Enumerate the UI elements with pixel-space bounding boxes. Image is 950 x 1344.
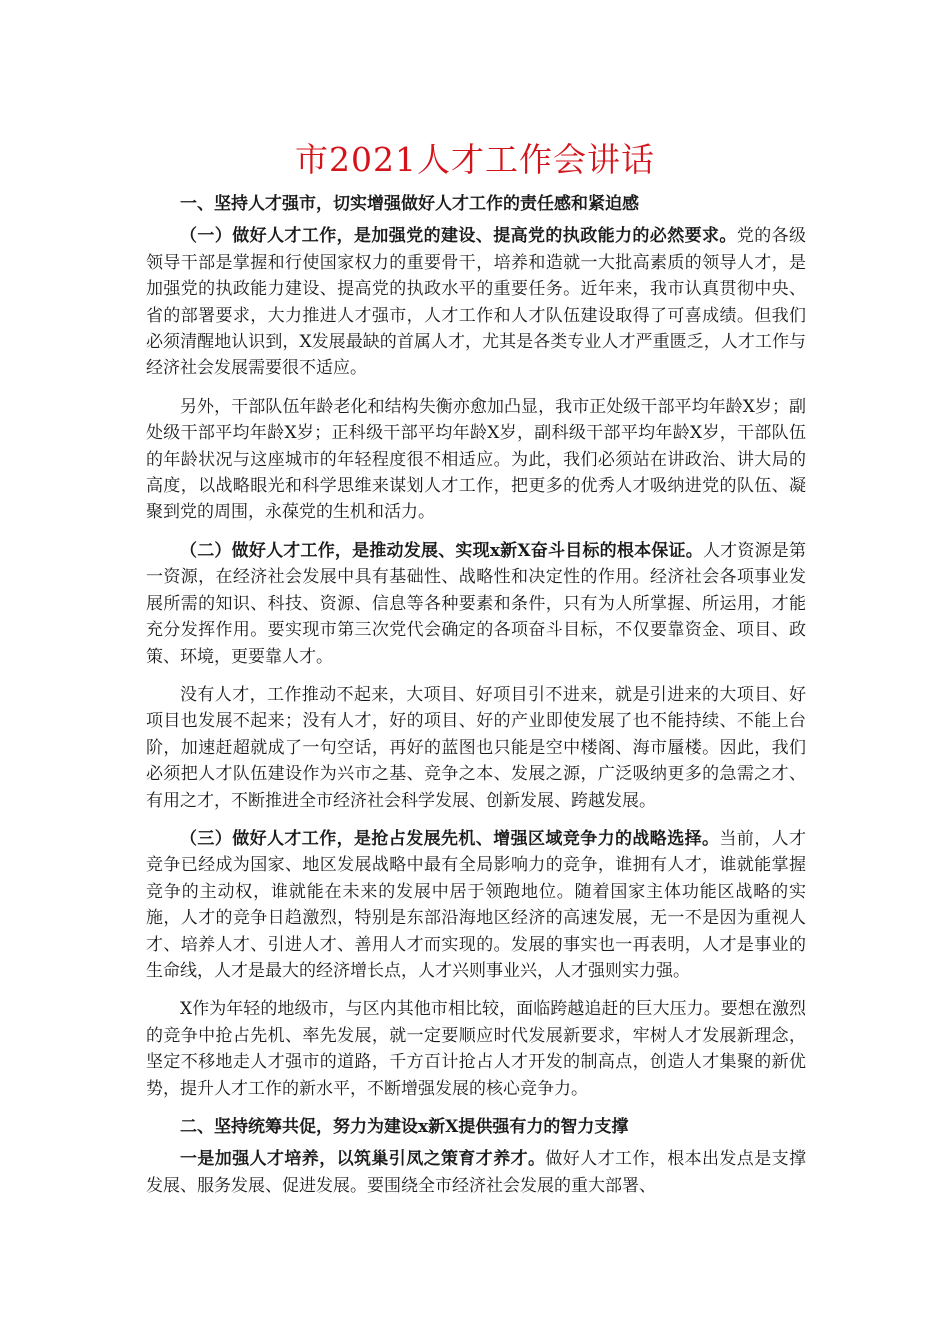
paragraph-2: 另外，干部队伍年龄老化和结构失衡亦愈加凸显，我市正处级干部平均年龄X岁；副处级干部平均年龄X岁；正科级干部平均年龄X岁，副科级干部平均年龄X岁，干部队伍的年龄状况与这座城市的年轻程度很不相适应。为此，我们必须站在讲政治、讲大局的高度，以战略眼光和科学思维来谋划人才工作，把更多的优秀人才吸纳进党的队伍、凝聚到党的周围，永葆党的生机和活力。 bbox=[146, 396, 806, 523]
paragraph-5 bbox=[146, 826, 806, 984]
paragraph-5-lead: （三）做好人才工作，是抢占发展先机、增强区域竞争力的战略选择。 bbox=[180, 828, 720, 849]
paragraph-7-text: 做好人才工作，根本出发点是支撑发展、服务发展、促进发展。要围绕全市经济社会发展的重大部署、 bbox=[146, 1149, 807, 1196]
paragraph-1-lead: （一）做好人才工作，是加强党的建设、提高党的执政能力的必然要求。 bbox=[180, 226, 737, 247]
paragraph-6: X作为年轻的地级市，与区内其他市相比较，面临跨越追赶的巨大压力。要想在激烈的竞争中抢占先机、率先发展，就一定要顺应时代发展新要求，牢树人才发展新理念，坚定不移地走人才强市的道路，千方百计抢占人才开发的制高点，创造人才集聚的新优势，提升人才工作的新水平，不断增强发展的核心竞争力。 bbox=[146, 999, 806, 1099]
paragraph-1 bbox=[146, 223, 806, 381]
paragraph-5-text: 当前，人才竞争已经成为国家、地区发展战略中最有全局影响力的竞争，谁拥有人才，谁就能掌握竞争的主动权，谁就能在未来的发展中居于领跑地位。随着国家主体功能区战略的实施，人才的竞争日趋激烈，特别是东部沿海地区经济的高速发展，无一不是因为重视人才、培养人才、引进人才、善用人才而实现的。发展的事实也一再表明，人才是事业的生命线，人才是最大的经济增长点，人才兴则事业兴，人才强则实力强。 bbox=[146, 828, 807, 981]
paragraph-1-text: 党的各级领导干部是掌握和行使国家权力的重要骨干，培养和造就一大批高素质的领导人才，是加强党的执政能力建设、提高党的执政水平的重要任务。近年来，我市认真贯彻中央、省的部署要求，大力推进人才强市，人才工作和人才队伍建设取得了可喜成绩。但我们必须清醒地认识到，X发展最缺的首属人才，尤其是各类专业人才严重匮乏，人才工作与经济社会发展需要很不适应。 bbox=[146, 226, 807, 379]
section-heading-1: 一、坚持人才强市，切实增强做好人才工作的责任感和紧迫感 bbox=[180, 194, 639, 214]
paragraph-3-text: 人才资源是第一资源，在经济社会发展中具有基础性、战略性和决定性的作用。经济社会各项事业发展所需的知识、科技、资源、信息等各种要素和条件，只有为人所掌握、所运用，才能充分发挥作用。要实现市第三次党代会确定的各项奋斗目标，不仅要靠资金、项目、政策、环境，更要靠人才。 bbox=[146, 540, 807, 667]
paragraph-3 bbox=[146, 538, 806, 670]
paragraph-7-lead: 一是加强人才培养，以筑巢引凤之策育才养才。 bbox=[180, 1149, 546, 1170]
section-heading-2: 二、坚持统筹共促，努力为建设x新X提供强有力的智力支撑 bbox=[180, 1117, 629, 1137]
paragraph-7 bbox=[146, 1146, 806, 1199]
document-title: 市2021人才工作会讲话 bbox=[295, 140, 655, 179]
paragraph-4: 没有人才，工作推动不起来，大项目、好项目引不进来，就是引进来的大项目、好项目也发展不起来；没有人才，好的项目、好的产业即使发展了也不能持续、不能上台阶，加速赶超就成了一句空话，再好的蓝图也只能是空中楼阁、海市蜃楼。因此，我们必须把人才队伍建设作为兴市之基、竞争之本、发展之源，广泛吸纳更多的急需之才、有用之才，不断推进全市经济社会科学发展、创新发展、跨越发展。 bbox=[146, 684, 806, 811]
document-body bbox=[146, 191, 806, 1205]
paragraph-3-lead: （二）做好人才工作，是推动发展、实现x新X奋斗目标的根本保证。 bbox=[180, 540, 703, 561]
